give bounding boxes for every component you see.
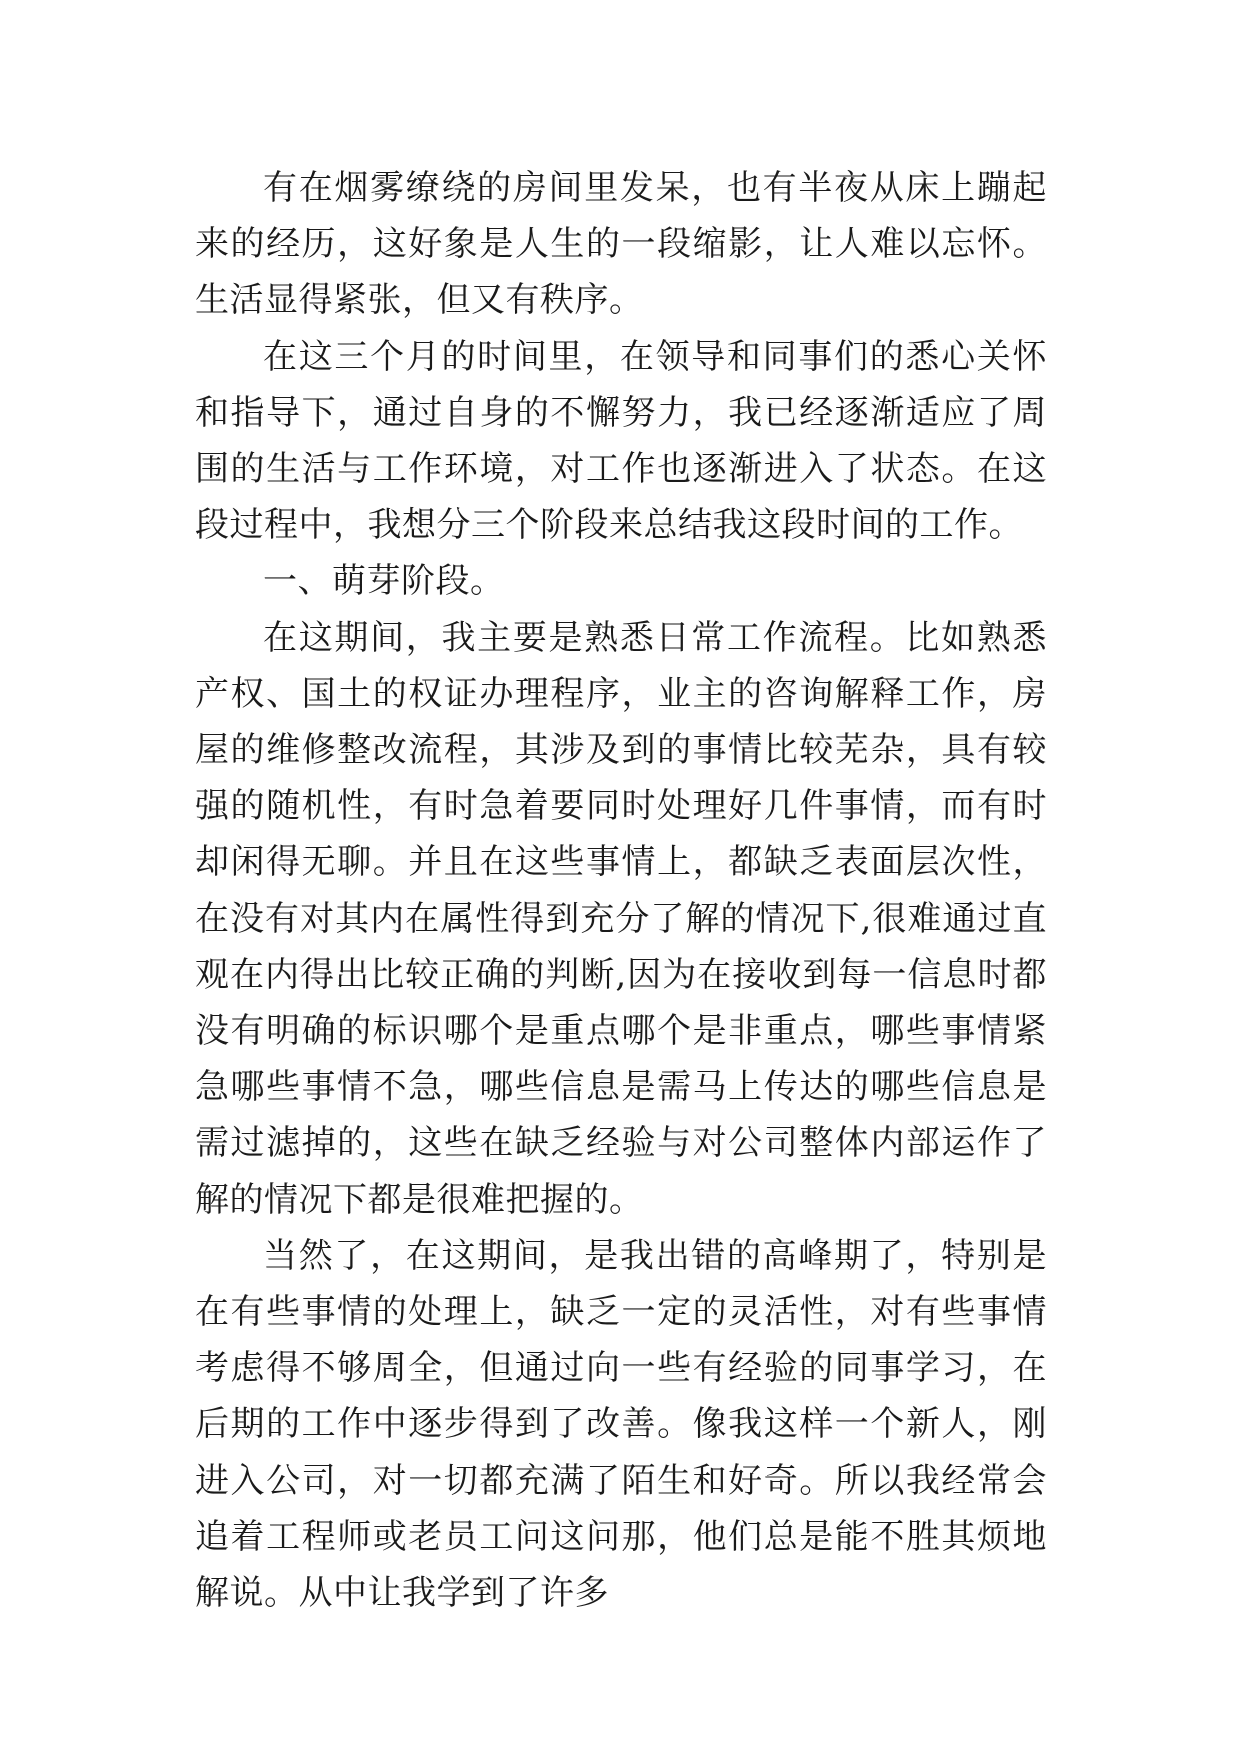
paragraph-1: 有在烟雾缭绕的房间里发呆，也有半夜从床上蹦起来的经历，这好象是人生的一段缩影，让人难以忘怀。生活显得紧张，但又有秩序。 xyxy=(195,168,1047,321)
section-heading-1: 一、萌芽阶段。 xyxy=(263,561,505,602)
paragraph-3: 在这期间，我主要是熟悉日常工作流程。比如熟悉产权、国土的权证办理程序，业主的咨询解释工作，房屋的维修整改流程，其涉及到的事情比较芜杂，具有较强的随机性，有时急着要同时处理好几件事情，而有时却闲得无聊。并且在这些事情上，都缺乏表面层次性，在没有对其内在属性得到充分了解的情况下,很难通过直观在内得出比较正确的判断,因为在接收到每一信息时都没有明确的标识哪个是重点哪个是非重点，哪些事情紧急哪些事情不急，哪些信息是需马上传达的哪些信息是需过滤掉的，这些在缺乏经验与对公司整体内部运作了解的情况下都是很难把握的。 xyxy=(195,617,1047,1220)
document-body xyxy=(195,160,1047,1621)
paragraph-4: 当然了，在这期间，是我出错的高峰期了，特别是在有些事情的处理上，缺乏一定的灵活性，对有些事情考虑得不够周全，但通过向一些有经验的同事学习，在后期的工作中逐步得到了改善。像我这样一个新人，刚进入公司，对一切都充满了陌生和好奇。所以我经常会追着工程师或老员工问这问那，他们总是能不胜其烦地解说。从中让我学到了许多 xyxy=(195,1235,1047,1614)
paragraph-2: 在这三个月的时间里，在领导和同事们的悉心关怀和指导下，通过自身的不懈努力，我已经逐渐适应了周围的生活与工作环境，对工作也逐渐进入了状态。在这段过程中，我想分三个阶段来总结我这段时间的工作。 xyxy=(195,336,1047,546)
